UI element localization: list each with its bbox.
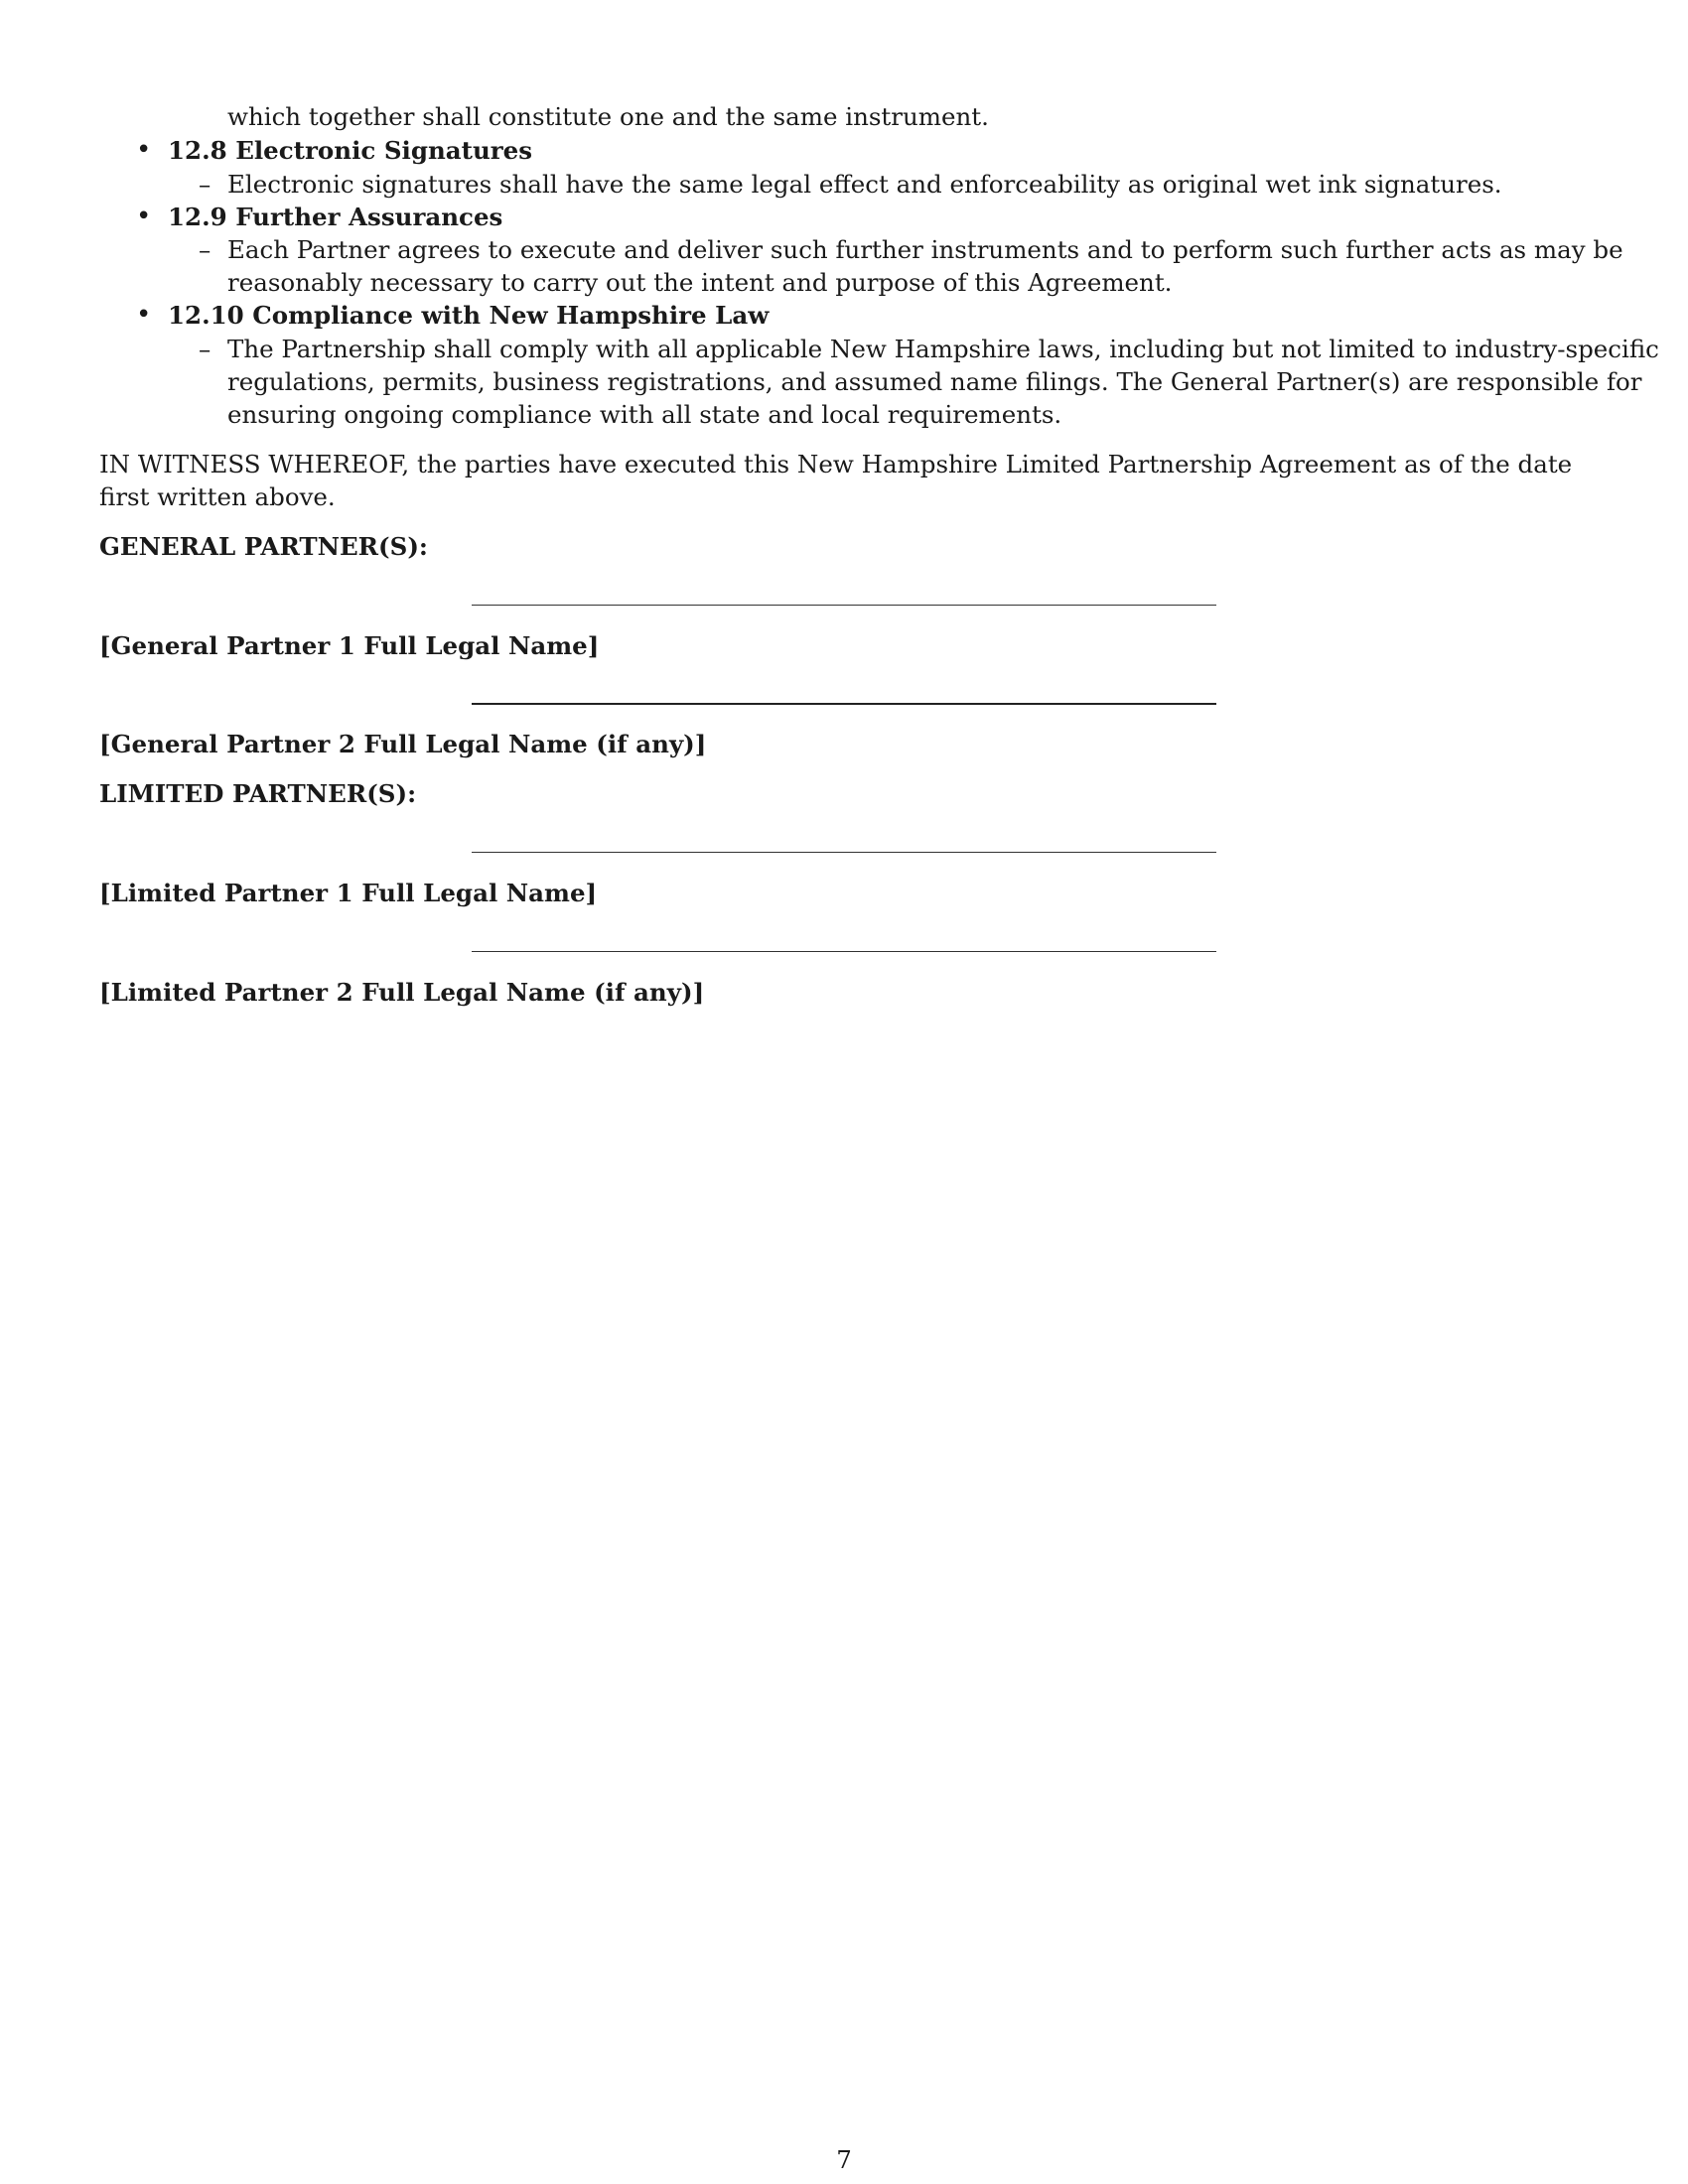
dash-12-9: –	[199, 235, 211, 264]
bullet-12-10: •	[136, 300, 152, 330]
limited-partner-1-signature-line[interactable]	[472, 852, 1216, 853]
section-12-9-heading: 12.9 Further Assurances	[168, 203, 503, 231]
bullet-12-9: •	[136, 202, 152, 231]
bullet-12-8: •	[136, 135, 152, 165]
general-partner-1-signature-line[interactable]	[472, 605, 1216, 606]
dash-12-10: –	[199, 335, 211, 363]
section-12-10-heading: 12.10 Compliance with New Hampshire Law	[168, 301, 770, 330]
section-12-8-line-1: Electronic signatures shall have the same legal effect and enforceability as original wet ink signatures.	[227, 170, 1502, 199]
general-partners-heading: GENERAL PARTNER(S):	[99, 532, 428, 561]
witness-line-2: first written above.	[99, 482, 336, 511]
limited-partner-1-name: [Limited Partner 1 Full Legal Name]	[99, 879, 598, 907]
witness-line-1: IN WITNESS WHEREOF, the parties have executed this New Hampshire Limited Partnership Agreement as of the date	[99, 450, 1573, 478]
limited-partners-heading: LIMITED PARTNER(S):	[99, 779, 417, 808]
limited-partner-2-name: [Limited Partner 2 Full Legal Name (if any)]	[99, 978, 705, 1007]
page-number: 7	[836, 2145, 852, 2174]
dash-12-8: –	[199, 170, 211, 199]
general-partner-2-name: [General Partner 2 Full Legal Name (if any)]	[99, 730, 707, 758]
section-12-9-line-2: reasonably necessary to carry out the intent and purpose of this Agreement.	[227, 268, 1173, 297]
general-partner-1-name: [General Partner 1 Full Legal Name]	[99, 631, 600, 660]
section-12-10-line-3: ensuring ongoing compliance with all state and local requirements.	[227, 400, 1062, 429]
carryover-text: which together shall constitute one and the same instrument.	[227, 102, 989, 131]
section-12-10-line-2: regulations, permits, business registrations, and assumed name filings. The General Partner(s) are responsible for	[227, 367, 1642, 396]
section-12-9-line-1: Each Partner agrees to execute and deliver such further instruments and to perform such further acts as may be	[227, 235, 1623, 264]
general-partner-2-signature-line[interactable]	[472, 703, 1216, 705]
section-12-10-line-1: The Partnership shall comply with all applicable New Hampshire laws, including but not limited to industry-specific	[227, 335, 1659, 363]
limited-partner-2-signature-line[interactable]	[472, 951, 1216, 952]
section-12-8-heading: 12.8 Electronic Signatures	[168, 136, 533, 165]
